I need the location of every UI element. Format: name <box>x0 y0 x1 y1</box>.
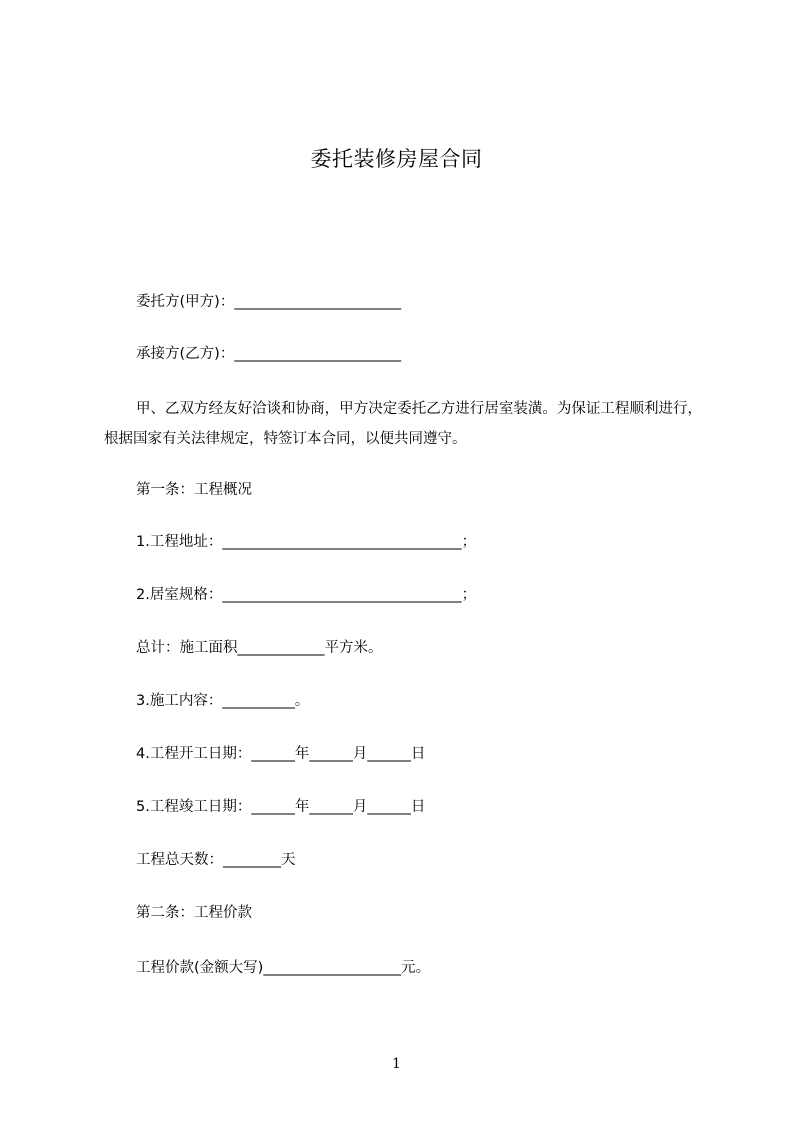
document-title: 委托装修房屋合同 <box>310 147 483 171</box>
article-2-heading: 第二条：工程价款 <box>136 905 252 921</box>
item-5-completion-date: 5.工程竣工日期：______年______月______日 <box>136 799 426 815</box>
item-1-project-address: 1.工程地址：_________________________________； <box>136 534 477 550</box>
party-a-line: 委托方(甲方)：_______________________ <box>136 294 402 310</box>
item-4-start-date: 4.工程开工日期：______年______月______日 <box>136 746 426 762</box>
item-2-room-spec: 2.居室规格：_________________________________； <box>136 587 477 603</box>
article-1-heading: 第一条：工程概况 <box>136 482 252 498</box>
party-b-line: 承接方(乙方)：_______________________ <box>136 346 402 362</box>
total-area-line: 总计：施工面积____________平方米。 <box>136 640 383 656</box>
item-3-work-content: 3.施工内容：__________。 <box>136 693 310 709</box>
page-number: 1 <box>392 1056 401 1072</box>
intro-paragraph: 甲、乙双方经友好洽谈和协商，甲方决定委托乙方进行居室装潢。为保证工程顺利进行，根据国家有关法律规定，特签订本合同，以便共同遵守。 <box>104 401 702 447</box>
price-line: 工程价款(金额大写)___________________元。 <box>136 960 431 976</box>
total-days-line: 工程总天数：________天 <box>136 852 296 868</box>
